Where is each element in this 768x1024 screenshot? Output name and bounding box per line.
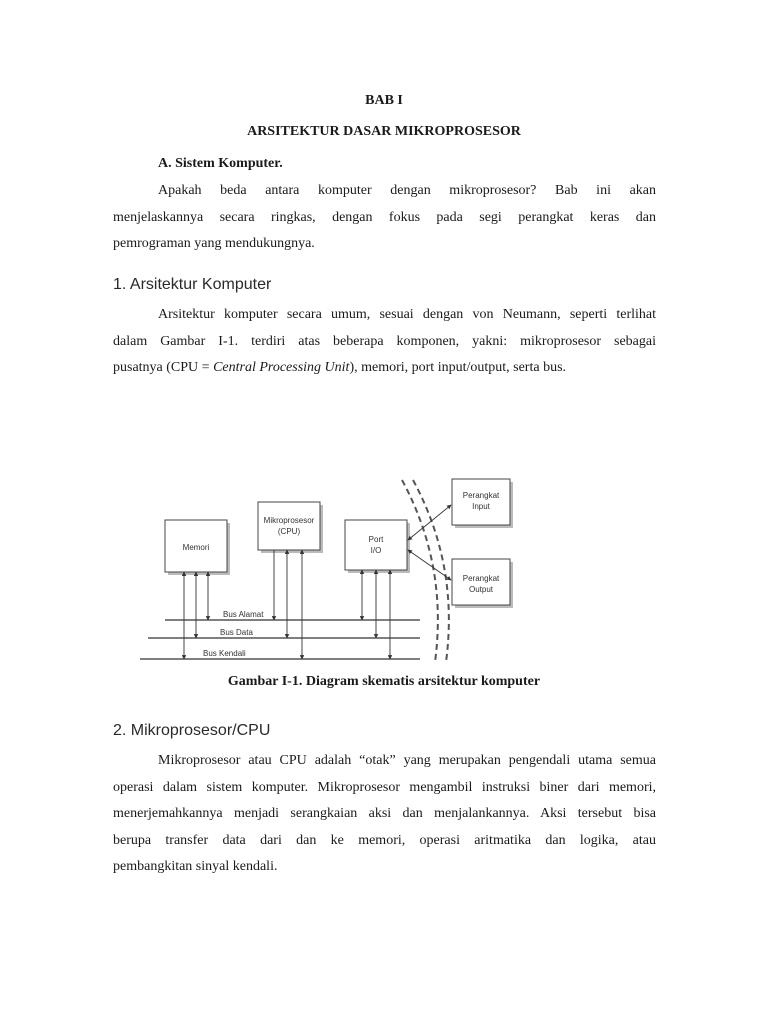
section-1-line-3-pre: pusatnya (CPU =: [113, 360, 214, 375]
chapter-title: ARSITEKTUR DASAR MIKROPROSESOR: [247, 124, 521, 139]
input-label-line-2: Input: [472, 502, 490, 511]
section-2-line-4: berupa transfer data dari dan ke memori, operasi aritmatika dan logika, atau: [113, 833, 656, 848]
port-label-line-2: I/O: [370, 546, 382, 555]
bus-alamat-label: Bus Alamat: [223, 610, 264, 619]
memori-label: Memori: [182, 543, 210, 552]
architecture-diagram: [130, 470, 530, 670]
system-boundary-curve-outer: [413, 480, 449, 662]
section-2-line-3: menerjemahkannya menjadi serangkaian aksi dan menjalankannya. Aksi tersebut bisa: [113, 806, 656, 821]
output-label-line-1: Perangkat: [462, 574, 500, 583]
input-label-line-1: Perangkat: [462, 491, 500, 500]
section-1-line-3: [113, 360, 566, 376]
port-label-line-1: Port: [368, 535, 384, 544]
section-1-line-3-post: ), memori, port input/output, serta bus.: [349, 360, 567, 375]
section-a-line-3: pemrograman yang mendukungnya.: [113, 236, 315, 251]
section-2-line-5: pembangkitan sinyal kendali.: [113, 859, 278, 874]
cpu-expansion-italic: Central Processing Unit: [213, 360, 350, 375]
cpu-label-line-1: Mikroprosesor: [263, 516, 315, 525]
figure-caption: Gambar I-1. Diagram skematis arsitektur komputer: [227, 674, 541, 689]
section-a-heading: A. Sistem Komputer.: [158, 156, 283, 171]
chapter-number: BAB I: [365, 93, 403, 108]
section-1-line-2: dalam Gambar I-1. terdiri atas beberapa komponen, yakni: mikroprosesor sebagai: [113, 334, 656, 349]
bus-data-label: Bus Data: [220, 628, 253, 637]
section-1-heading: 1. Arsitektur Komputer: [113, 276, 272, 293]
cpu-box: [258, 502, 320, 550]
bus-kendali-label: Bus Kendali: [203, 649, 246, 658]
section-2-line-2: operasi dalam sistem komputer. Mikroprosesor mengambil instruksi biner dari memori,: [113, 780, 656, 795]
output-label-line-2: Output: [468, 585, 494, 594]
section-2-line-1: Mikroprosesor atau CPU adalah “otak” yang merupakan pengendali utama semua: [158, 753, 656, 768]
port-io-box: [345, 520, 407, 570]
port-input-arrow: [408, 505, 451, 540]
section-a-line-2: menjelaskannya secara ringkas, dengan fokus pada segi perangkat keras dan: [113, 210, 656, 225]
cpu-label-line-2: (CPU): [277, 527, 301, 536]
section-a-line-1: Apakah beda antara komputer dengan mikroprosesor? Bab ini akan: [158, 183, 656, 198]
section-1-line-1: Arsitektur komputer secara umum, sesuai dengan von Neumann, seperti terlihat: [158, 307, 656, 322]
section-2-heading: 2. Mikroprosesor/CPU: [113, 722, 271, 739]
